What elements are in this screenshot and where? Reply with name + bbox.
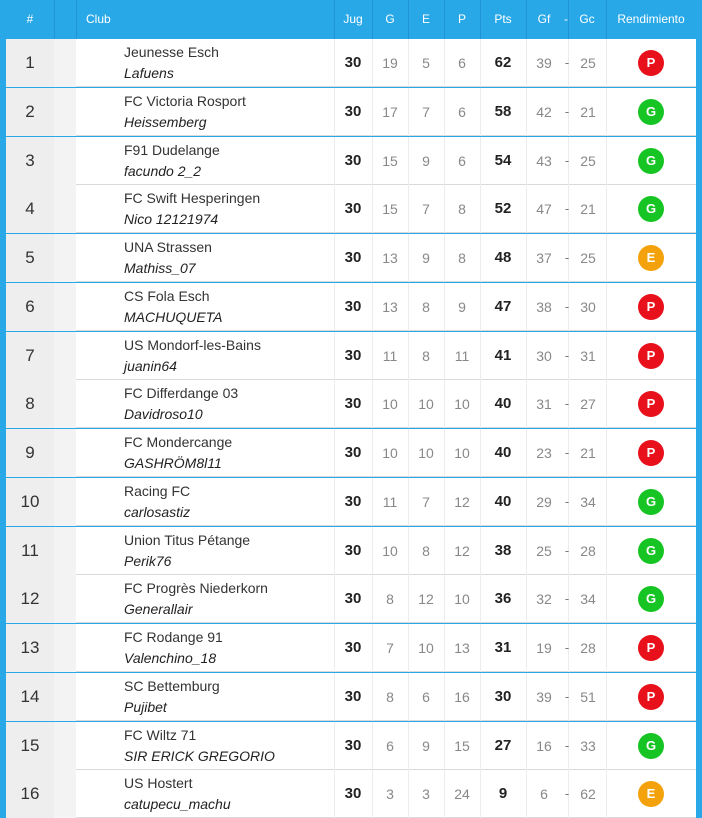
column-divider [606, 624, 607, 672]
lost-cell: 9 [458, 298, 466, 315]
goals-against-cell: 62 [580, 786, 596, 803]
manager-name[interactable]: facundo 2_2 [124, 162, 202, 179]
manager-name[interactable]: Valenchino_18 [124, 650, 217, 666]
drawn-cell: 5 [422, 55, 430, 71]
club-name[interactable]: FC Differdange 03 [124, 385, 239, 402]
header-goals-for[interactable]: Gf [537, 12, 551, 26]
header-played[interactable]: Jug [343, 12, 363, 26]
goals-for-cell: 42 [536, 103, 552, 120]
column-divider [526, 380, 527, 428]
crest-placeholder [54, 283, 76, 331]
lost-cell: 10 [454, 591, 470, 608]
table-row[interactable] [6, 283, 696, 331]
performance-badge[interactable]: G [638, 148, 664, 174]
goals-against-cell: 25 [580, 250, 596, 266]
won-cell: 3 [386, 786, 394, 803]
manager-name[interactable]: Davidroso10 [124, 406, 203, 423]
rank-cell: 5 [6, 234, 54, 282]
played-cell: 30 [344, 444, 362, 461]
column-divider [526, 770, 527, 818]
drawn-cell: 12 [418, 591, 434, 608]
crest-placeholder [54, 332, 76, 380]
crest-placeholder [54, 234, 76, 282]
column-divider [526, 624, 527, 672]
crest-placeholder [54, 137, 76, 185]
lost-cell: 15 [454, 737, 470, 754]
column-divider [526, 88, 527, 136]
column-divider [606, 673, 607, 721]
points-cell: 36 [494, 590, 512, 608]
performance-badge[interactable]: P [638, 684, 664, 710]
played-cell: 30 [344, 639, 362, 656]
goals-against-cell: 21 [580, 445, 596, 461]
crest-placeholder [54, 478, 76, 526]
header-performance[interactable]: Rendimiento [617, 12, 685, 26]
goals-against-cell: 25 [580, 55, 596, 71]
column-divider [526, 283, 527, 331]
goals-separator: - [564, 396, 570, 412]
played-cell: 30 [344, 785, 362, 803]
table-row[interactable] [6, 332, 696, 380]
column-divider [526, 575, 527, 623]
manager-name[interactable]: Perik76 [124, 552, 172, 569]
points-cell: 40 [494, 444, 512, 461]
manager-name[interactable]: MACHUQUETA [124, 308, 223, 325]
goals-against-cell: 30 [580, 298, 596, 315]
lost-cell: 10 [454, 396, 470, 413]
lost-cell: 12 [454, 493, 470, 510]
goals-separator: - [564, 103, 570, 119]
crest-placeholder [54, 88, 76, 136]
column-divider [526, 234, 527, 282]
crest-placeholder [54, 673, 76, 721]
points-cell: 48 [494, 249, 512, 266]
points-cell: 30 [494, 687, 512, 705]
rank-cell: 11 [6, 527, 54, 575]
goals-separator: - [564, 347, 570, 363]
column-divider [526, 429, 527, 477]
drawn-cell: 10 [418, 445, 434, 461]
crest-placeholder [54, 624, 76, 672]
club-name[interactable]: US Hostert [124, 775, 193, 792]
lost-cell: 6 [458, 55, 466, 71]
played-cell: 30 [344, 151, 362, 169]
column-divider [526, 527, 527, 575]
drawn-cell: 7 [422, 201, 430, 218]
won-cell: 10 [382, 396, 398, 413]
manager-name[interactable]: Lafuens [124, 65, 174, 81]
points-cell: 62 [494, 54, 512, 71]
manager-name[interactable]: Nico 12121974 [124, 211, 219, 228]
played-cell: 30 [344, 102, 362, 120]
column-divider [606, 137, 607, 185]
crest-placeholder [54, 527, 76, 575]
played-cell: 30 [344, 590, 362, 608]
table-row[interactable] [6, 88, 696, 136]
goals-against-cell: 34 [580, 493, 596, 510]
header-rank[interactable]: # [26, 12, 34, 26]
goals-for-cell: 39 [536, 688, 552, 705]
lost-cell: 11 [454, 347, 470, 364]
goals-for-cell: 47 [536, 201, 552, 218]
lost-cell: 8 [458, 250, 466, 266]
rank-cell: 16 [6, 770, 54, 818]
goals-against-cell: 34 [580, 591, 596, 608]
played-cell: 30 [344, 687, 362, 705]
won-cell: 7 [386, 640, 394, 656]
lost-cell: 24 [454, 786, 470, 803]
rank-cell: 8 [6, 380, 54, 428]
crest-placeholder [54, 39, 76, 87]
header-goals-sep: - [564, 12, 568, 26]
goals-separator: - [564, 493, 570, 509]
table-row[interactable] [6, 185, 696, 233]
crest-placeholder [54, 429, 76, 477]
manager-name[interactable]: Heissemberg [124, 113, 207, 130]
table-row[interactable] [6, 429, 696, 477]
goals-for-cell: 25 [536, 542, 552, 559]
rank-cell: 1 [6, 39, 54, 87]
rank-cell: 7 [6, 332, 54, 380]
played-cell: 30 [344, 492, 362, 510]
played-cell: 30 [344, 249, 362, 266]
lost-cell: 6 [458, 152, 466, 169]
performance-badge[interactable]: P [638, 635, 664, 661]
drawn-cell: 9 [422, 250, 430, 266]
won-cell: 11 [382, 347, 398, 364]
header-lost[interactable]: P [457, 12, 466, 26]
played-cell: 30 [344, 297, 362, 315]
club-name[interactable]: FC Swift Hesperingen [124, 190, 261, 207]
crest-placeholder [54, 185, 76, 233]
goals-separator: - [564, 542, 570, 558]
goals-separator: - [564, 445, 570, 460]
goals-against-cell: 28 [580, 640, 596, 656]
rank-cell: 9 [6, 429, 54, 477]
won-cell: 6 [386, 737, 394, 754]
lost-cell: 8 [458, 201, 466, 218]
crest-placeholder [54, 380, 76, 428]
won-cell: 13 [382, 250, 398, 266]
won-cell: 17 [382, 103, 398, 120]
performance-badge[interactable]: P [638, 391, 664, 417]
manager-name[interactable]: carlosastiz [124, 503, 191, 520]
drawn-cell: 7 [422, 103, 430, 120]
column-divider [606, 478, 607, 526]
drawn-cell: 9 [422, 737, 430, 754]
goals-separator: - [564, 688, 570, 704]
goals-for-cell: 39 [536, 55, 552, 71]
club-name[interactable]: CS Fola Esch [124, 287, 210, 304]
column-divider [526, 332, 527, 380]
performance-badge[interactable]: E [638, 781, 664, 807]
table-row[interactable] [6, 673, 696, 721]
rank-cell: 15 [6, 722, 54, 770]
goals-for-cell: 32 [536, 591, 552, 608]
column-divider [606, 575, 607, 623]
column-divider [526, 39, 527, 87]
rank-cell: 12 [6, 575, 54, 623]
points-cell: 41 [494, 346, 512, 364]
lost-cell: 6 [458, 103, 466, 120]
manager-name[interactable]: Generallair [124, 601, 193, 618]
drawn-cell: 6 [422, 688, 430, 705]
crest-placeholder [54, 770, 76, 818]
club-name[interactable]: US Mondorf-les-Bains [124, 336, 261, 353]
points-cell: 38 [494, 541, 512, 559]
header-points[interactable]: Pts [494, 12, 512, 26]
club-name[interactable]: F91 Dudelange [124, 141, 220, 158]
won-cell: 10 [382, 542, 398, 559]
club-name[interactable]: SC Bettemburg [124, 677, 220, 694]
manager-name[interactable]: Pujibet [124, 698, 167, 715]
table-row[interactable] [6, 527, 696, 575]
drawn-cell: 10 [418, 640, 434, 656]
points-cell: 40 [494, 395, 512, 413]
won-cell: 15 [382, 152, 398, 169]
club-name[interactable]: Racing FC [124, 482, 191, 499]
goals-for-cell: 30 [536, 347, 552, 364]
goals-separator: - [564, 201, 570, 217]
goals-against-cell: 21 [580, 201, 596, 218]
goals-separator: - [564, 737, 570, 753]
table-row[interactable] [6, 234, 696, 282]
performance-badge[interactable]: P [638, 50, 664, 76]
column-divider [526, 673, 527, 721]
goals-for-cell: 6 [540, 786, 548, 803]
table-row[interactable] [6, 722, 696, 770]
goals-for-cell: 37 [536, 250, 552, 266]
column-divider [606, 429, 607, 477]
goals-for-cell: 19 [536, 640, 552, 656]
club-name[interactable]: FC Wiltz 71 [124, 726, 197, 743]
drawn-cell: 7 [422, 493, 430, 510]
header-drawn[interactable]: E [421, 12, 430, 26]
rank-cell: 4 [6, 185, 54, 233]
goals-separator: - [564, 298, 570, 314]
club-name[interactable]: FC Rodange 91 [124, 629, 223, 645]
goals-against-cell: 25 [580, 152, 596, 169]
won-cell: 8 [386, 591, 394, 608]
drawn-cell: 9 [422, 152, 430, 169]
table-header [0, 0, 702, 39]
won-cell: 11 [382, 493, 398, 510]
goals-separator: - [564, 786, 570, 802]
column-divider [526, 478, 527, 526]
table-row[interactable] [6, 39, 696, 87]
won-cell: 15 [382, 201, 398, 218]
header-won[interactable]: G [385, 12, 395, 26]
goals-for-cell: 29 [536, 493, 552, 510]
goals-against-cell: 21 [580, 103, 596, 120]
rank-cell: 3 [6, 137, 54, 185]
drawn-cell: 10 [418, 396, 434, 413]
club-name[interactable]: FC Victoria Rosport [124, 92, 246, 109]
lost-cell: 12 [454, 542, 470, 559]
performance-badge[interactable]: P [638, 343, 664, 369]
column-divider [606, 88, 607, 136]
table-row[interactable] [6, 770, 696, 818]
played-cell: 30 [344, 200, 362, 218]
manager-name[interactable]: juanin64 [124, 357, 177, 374]
performance-badge[interactable]: G [638, 99, 664, 125]
points-cell: 58 [494, 102, 512, 120]
points-cell: 54 [494, 151, 512, 169]
rank-cell: 13 [6, 624, 54, 672]
lost-cell: 13 [454, 640, 470, 656]
header-club[interactable]: Club [86, 12, 111, 26]
rank-cell: 2 [6, 88, 54, 136]
club-name[interactable]: Union Titus Pétange [124, 531, 251, 548]
column-divider [526, 722, 527, 770]
manager-name[interactable]: catupecu_machu [124, 796, 231, 813]
column-divider [606, 722, 607, 770]
points-cell: 52 [494, 200, 512, 218]
performance-badge[interactable]: G [638, 586, 664, 612]
played-cell: 30 [344, 54, 362, 71]
manager-name[interactable]: SIR ERICK GREGORIO [124, 747, 275, 764]
goals-for-cell: 43 [536, 152, 552, 169]
played-cell: 30 [344, 346, 362, 364]
header-goals-against[interactable]: Gc [579, 12, 595, 26]
column-divider [606, 770, 607, 818]
rank-cell: 14 [6, 673, 54, 721]
goals-against-cell: 28 [580, 542, 596, 559]
performance-badge[interactable]: P [638, 294, 664, 320]
performance-badge[interactable]: G [638, 733, 664, 759]
goals-separator: - [564, 152, 570, 168]
column-divider [526, 185, 527, 233]
performance-badge[interactable]: G [638, 196, 664, 222]
table-row[interactable] [6, 137, 696, 185]
table-row[interactable] [6, 575, 696, 623]
performance-badge[interactable]: P [638, 440, 664, 466]
lost-cell: 16 [454, 688, 470, 705]
goals-separator: - [564, 591, 570, 607]
points-cell: 31 [494, 639, 512, 656]
drawn-cell: 8 [422, 347, 430, 364]
column-divider [606, 185, 607, 233]
rank-cell: 10 [6, 478, 54, 526]
played-cell: 30 [344, 395, 362, 413]
played-cell: 30 [344, 541, 362, 559]
points-cell: 9 [498, 785, 508, 803]
drawn-cell: 8 [422, 298, 430, 315]
club-name[interactable]: UNA Strassen [124, 239, 212, 255]
goals-for-cell: 16 [536, 737, 552, 754]
goals-against-cell: 51 [580, 688, 596, 705]
won-cell: 8 [386, 688, 394, 705]
club-name[interactable]: FC Mondercange [124, 434, 233, 450]
club-name[interactable]: Jeunesse Esch [124, 44, 219, 60]
goals-for-cell: 23 [536, 445, 552, 461]
goals-against-cell: 33 [580, 737, 596, 754]
column-divider [606, 283, 607, 331]
table-row[interactable] [6, 624, 696, 672]
column-divider [606, 332, 607, 380]
column-divider [606, 380, 607, 428]
column-divider [606, 39, 607, 87]
performance-badge[interactable]: G [638, 489, 664, 515]
played-cell: 30 [344, 736, 362, 754]
table-row[interactable] [6, 478, 696, 526]
won-cell: 10 [382, 445, 398, 461]
club-name[interactable]: FC Progrès Niederkorn [124, 580, 268, 597]
drawn-cell: 3 [422, 786, 430, 803]
table-row[interactable] [6, 380, 696, 428]
performance-badge[interactable]: G [638, 538, 664, 564]
won-cell: 19 [382, 55, 398, 71]
rank-cell: 6 [6, 283, 54, 331]
won-cell: 13 [382, 298, 398, 315]
goals-separator: - [564, 55, 570, 70]
column-divider [606, 234, 607, 282]
column-divider [606, 527, 607, 575]
points-cell: 40 [494, 492, 512, 510]
column-divider [526, 137, 527, 185]
manager-name[interactable]: GASHRÖM8l11 [124, 455, 222, 471]
manager-name[interactable]: Mathiss_07 [124, 260, 196, 276]
goals-against-cell: 27 [580, 396, 596, 413]
crest-placeholder [54, 575, 76, 623]
goals-against-cell: 31 [580, 347, 596, 364]
goals-for-cell: 38 [536, 298, 552, 315]
points-cell: 27 [494, 736, 512, 754]
lost-cell: 10 [454, 445, 470, 461]
goals-separator: - [564, 640, 570, 655]
points-cell: 47 [494, 297, 512, 315]
drawn-cell: 8 [422, 542, 430, 559]
performance-badge[interactable]: E [638, 245, 664, 271]
crest-placeholder [54, 722, 76, 770]
goals-separator: - [564, 250, 570, 265]
goals-for-cell: 31 [536, 396, 552, 413]
